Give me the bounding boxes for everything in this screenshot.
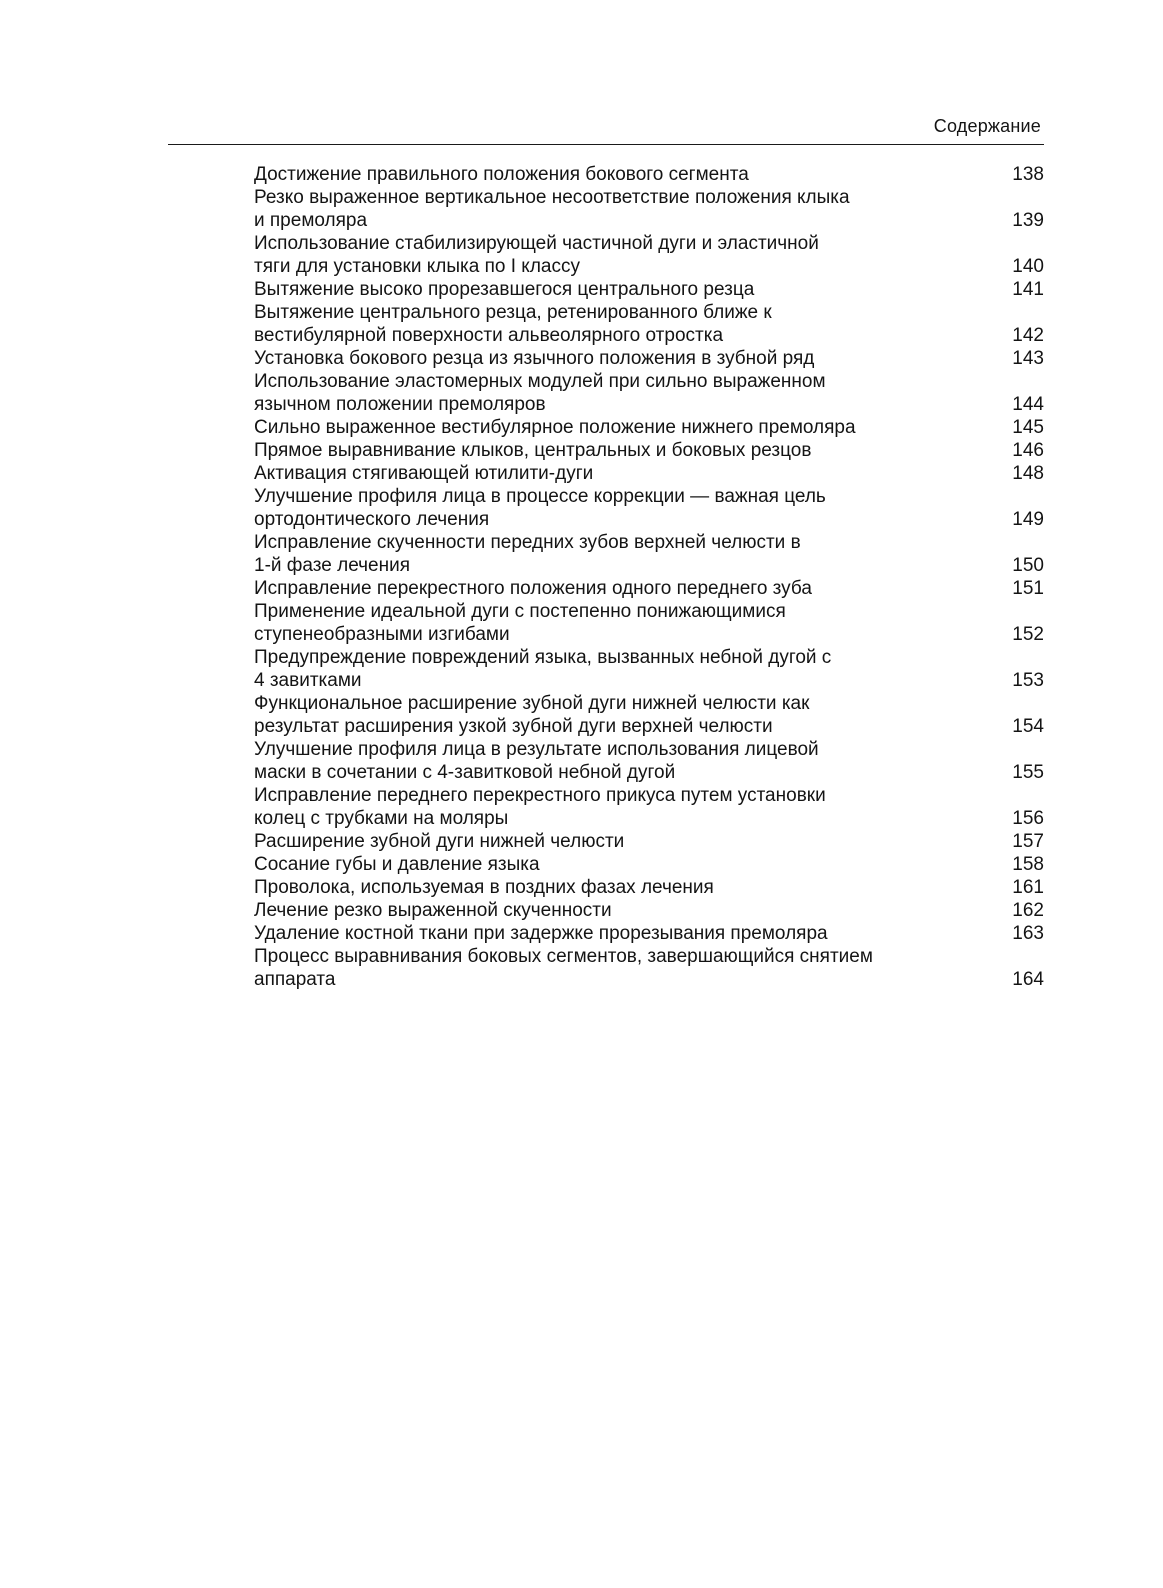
toc-entry <box>254 232 1044 278</box>
toc-entry <box>254 186 1044 232</box>
toc-entry <box>254 531 1044 577</box>
table-of-contents <box>254 163 1044 991</box>
header-rule <box>168 144 1044 145</box>
toc-entry-title: Применение идеальной дуги с постепенно понижающимися ступенеобразными изгибами <box>254 601 786 645</box>
toc-entry <box>254 439 1044 462</box>
toc-entry-page: 149 <box>1012 509 1044 530</box>
toc-entry-page: 162 <box>1012 900 1044 921</box>
toc-entry-title: Вытяжение центрального резца, ретенированного ближе к вестибулярной поверхности альвеолярного отростка <box>254 302 772 346</box>
toc-entry-title: Исправление скученности передних зубов верхней челюсти в 1-й фазе лечения <box>254 532 801 576</box>
toc-entry-title: Использование стабилизирующей частичной дуги и эластичной тяги для установки клыка по I классу <box>254 233 819 277</box>
toc-entry <box>254 462 1044 485</box>
toc-entry-title: Достижение правильного положения бокового сегмента <box>254 164 749 185</box>
toc-entry-page: 163 <box>1012 923 1044 944</box>
toc-entry-page: 161 <box>1012 877 1044 898</box>
toc-entry-page: 146 <box>1012 440 1044 461</box>
toc-entry-page: 139 <box>1012 210 1044 231</box>
toc-entry-title: Сосание губы и давление языка <box>254 854 540 875</box>
toc-entry-page: 157 <box>1012 831 1044 852</box>
toc-entry-title: Исправление переднего перекрестного прикуса путем установки колец с трубками на моляры <box>254 785 826 829</box>
toc-entry <box>254 485 1044 531</box>
toc-entry-title: Исправление перекрестного положения одного переднего зуба <box>254 578 812 599</box>
toc-entry <box>254 646 1044 692</box>
toc-entry-page: 145 <box>1012 417 1044 438</box>
toc-entry-page: 141 <box>1012 279 1044 300</box>
toc-entry-title: Прямое выравнивание клыков, центральных и боковых резцов <box>254 440 812 461</box>
toc-entry-page: 152 <box>1012 624 1044 645</box>
toc-entry <box>254 853 1044 876</box>
toc-entry <box>254 301 1044 347</box>
toc-entry-page: 156 <box>1012 808 1044 829</box>
toc-entry-page: 153 <box>1012 670 1044 691</box>
toc-entry-title: Резко выраженное вертикальное несоответствие положения клыка и премоляра <box>254 187 850 231</box>
toc-entry <box>254 945 1044 991</box>
toc-entry <box>254 370 1044 416</box>
toc-entry-page: 138 <box>1012 164 1044 185</box>
toc-entry <box>254 784 1044 830</box>
toc-entry-title: Лечение резко выраженной скученности <box>254 900 612 921</box>
toc-entry-title: Улучшение профиля лица в процессе коррекции — важная цель ортодонтического лечения <box>254 486 826 530</box>
toc-entry-title: Процесс выравнивания боковых сегментов, завершающийся снятием аппарата <box>254 946 873 990</box>
toc-entry-page: 154 <box>1012 716 1044 737</box>
toc-entry-title: Активация стягивающей ютилити-дуги <box>254 463 594 484</box>
toc-entry <box>254 163 1044 186</box>
toc-entry-page: 144 <box>1012 394 1044 415</box>
toc-entry <box>254 577 1044 600</box>
toc-entry-title: Предупреждение повреждений языка, вызванных небной дугой с 4 завитками <box>254 647 832 691</box>
toc-entry <box>254 416 1044 439</box>
toc-entry-page: 164 <box>1012 969 1044 990</box>
toc-entry <box>254 876 1044 899</box>
toc-entry-page: 158 <box>1012 854 1044 875</box>
toc-entry-page: 143 <box>1012 348 1044 369</box>
toc-entry <box>254 692 1044 738</box>
toc-entry-title: Установка бокового резца из язычного положения в зубной ряд <box>254 348 815 369</box>
toc-entry-title: Расширение зубной дуги нижней челюсти <box>254 831 625 852</box>
toc-entry-page: 142 <box>1012 325 1044 346</box>
toc-entry-page: 150 <box>1012 555 1044 576</box>
toc-entry <box>254 738 1044 784</box>
toc-entry-page: 140 <box>1012 256 1044 277</box>
toc-entry-title: Вытяжение высоко прорезавшегося центрального резца <box>254 279 755 300</box>
toc-entry-page: 155 <box>1012 762 1044 783</box>
running-head: Содержание <box>933 116 1041 136</box>
toc-entry <box>254 278 1044 301</box>
toc-entry-page: 148 <box>1012 463 1044 484</box>
toc-entry <box>254 347 1044 370</box>
toc-entry-title: Улучшение профиля лица в результате использования лицевой маски в сочетании с 4-завитковой небной дугой <box>254 739 819 783</box>
toc-entry-title: Функциональное расширение зубной дуги нижней челюсти как результат расширения узкой зубной дуги верхней челюсти <box>254 693 810 737</box>
toc-entry-title: Сильно выраженное вестибулярное положение нижнего премоляра <box>254 417 856 438</box>
toc-entry <box>254 600 1044 646</box>
toc-entry <box>254 899 1044 922</box>
toc-entry-title: Проволока, используемая в поздних фазах лечения <box>254 877 714 898</box>
toc-entry-title: Удаление костной ткани при задержке прорезывания премоляра <box>254 923 828 944</box>
toc-entry-title: Использование эластомерных модулей при сильно выраженном язычном положении премоляров <box>254 371 826 415</box>
toc-entry-page: 151 <box>1012 578 1044 599</box>
toc-entry <box>254 830 1044 853</box>
toc-entry <box>254 922 1044 945</box>
